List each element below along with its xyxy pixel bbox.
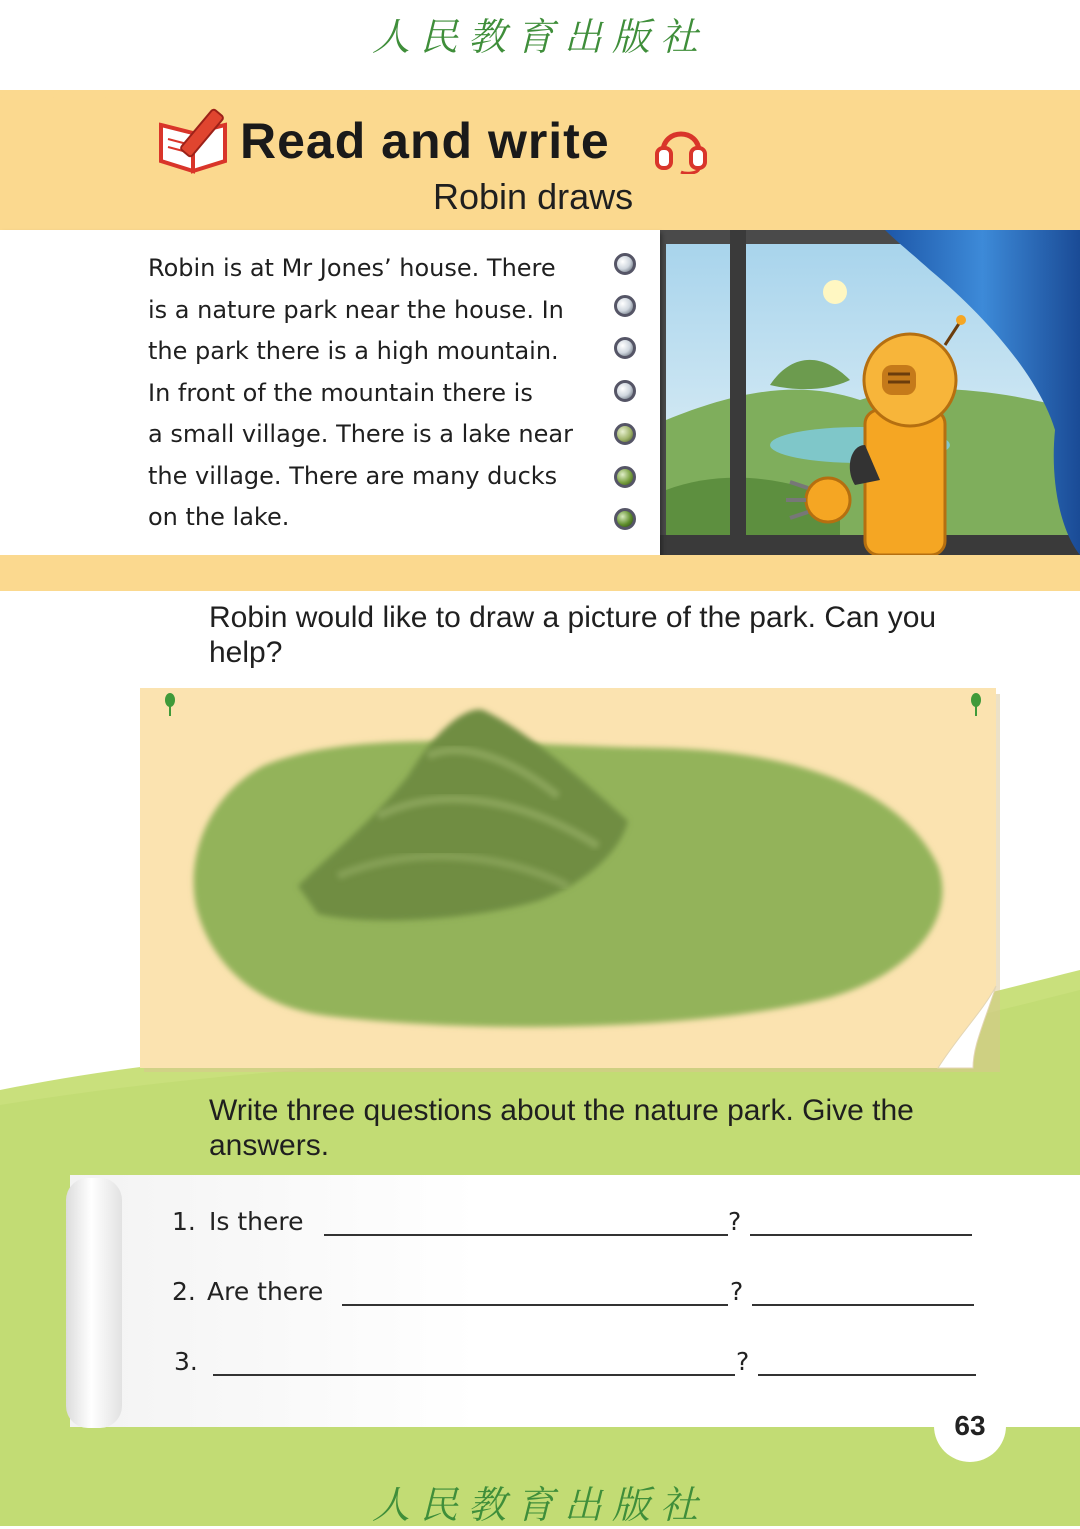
park-drawing-paper[interactable] [138, 686, 1004, 1076]
story-text [148, 248, 598, 539]
question-2-prompt: Are there [207, 1277, 324, 1306]
story-line: is a nature park near the house. In [148, 295, 564, 324]
write-instruction: Write three questions about the nature park. Give the answers. [209, 1094, 914, 1162]
page-number: 63 [934, 1390, 1006, 1462]
binder-ring [614, 337, 636, 359]
story-line: the park there is a high mountain. [148, 337, 559, 365]
scroll-roll [66, 1178, 122, 1428]
answer-3-blank[interactable] [758, 1374, 976, 1376]
question-3-blank[interactable] [213, 1374, 735, 1376]
read-write-book-icon [155, 105, 237, 175]
section-title: Read and write [240, 113, 610, 169]
question-3-number: 3. [174, 1347, 198, 1376]
answer-1-blank[interactable] [750, 1234, 972, 1236]
answer-2-blank[interactable] [752, 1304, 974, 1306]
story-line: In front of the mountain there is [148, 378, 533, 407]
draw-instruction: Robin would like to draw a picture of the park. Can you help? [209, 601, 937, 669]
publisher-logo-top: 人民教育出版社 [371, 15, 708, 59]
question-1-prompt: Is there [209, 1207, 304, 1236]
question-3-mark: ? [736, 1347, 750, 1376]
story-line: Robin is at Mr Jones’ house. There [148, 254, 556, 282]
publisher-logo-bottom: 人民教育出版社 [371, 1483, 708, 1527]
binder-ring [614, 423, 636, 445]
section-subtitle: Robin draws [433, 176, 634, 217]
binder-ring [614, 466, 636, 488]
lower-wave-edge [0, 583, 1080, 599]
story-line: the village. There are many ducks [148, 461, 558, 490]
story-line: on the lake. [148, 503, 290, 531]
question-1-blank[interactable] [324, 1234, 728, 1236]
binder-ring [614, 253, 636, 275]
robin-window-illustration [660, 230, 1080, 555]
story-line: a small village. There is a lake near [148, 420, 573, 448]
binder-ring [614, 380, 636, 402]
binder-ring [614, 295, 636, 317]
question-1-number: 1. [172, 1207, 196, 1236]
binder-ring [614, 508, 636, 530]
question-2-mark: ? [730, 1277, 744, 1306]
headphones-icon[interactable] [655, 118, 707, 174]
question-2-blank[interactable] [342, 1304, 728, 1306]
question-2-number: 2. [172, 1277, 196, 1306]
question-1-mark: ? [728, 1207, 742, 1236]
header-wave-edge [0, 80, 1080, 100]
